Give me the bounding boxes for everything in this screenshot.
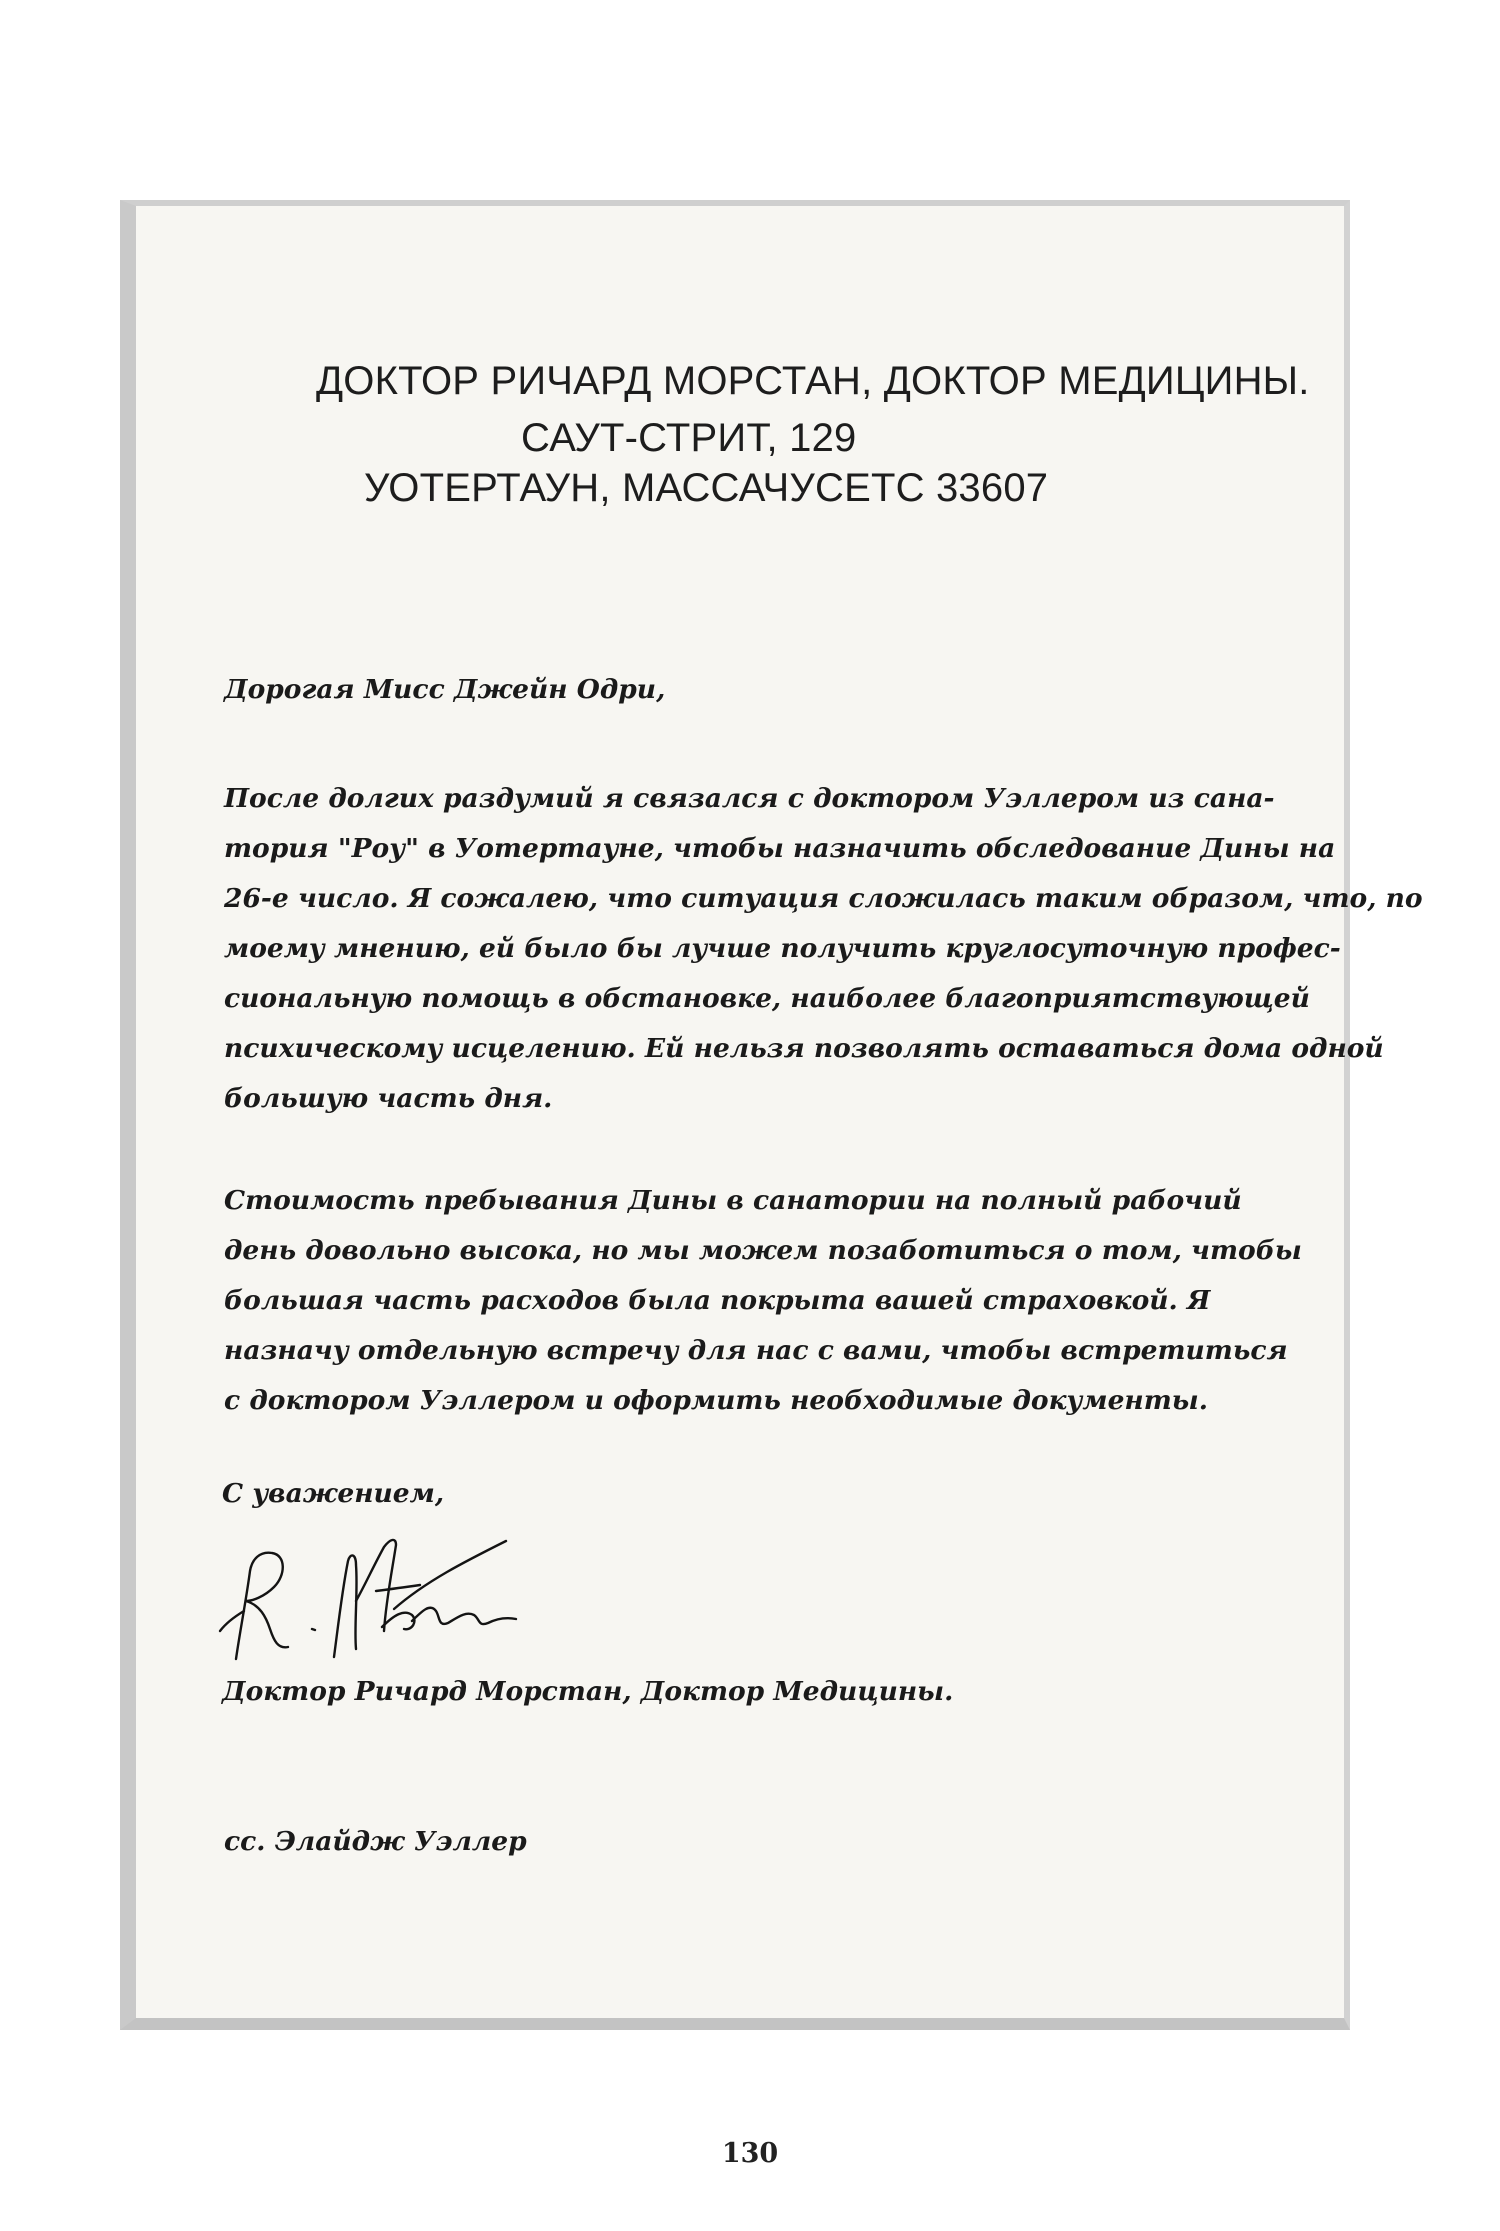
letterhead-city: УОТЕРТАУН, МАССАЧУСЕТС 33607 <box>364 466 1049 510</box>
paragraph-line: Стоимость пребывания Дины в санатории на полный рабочий <box>224 1185 1242 1216</box>
paragraph-2 <box>224 1176 1334 1426</box>
letterhead <box>136 206 1344 510</box>
closing: С уважением, <box>222 1478 445 1509</box>
paragraph-line: большую часть дня. <box>224 1083 553 1114</box>
letterhead-name: ДОКТОР РИЧАРД МОРСТАН, ДОКТОР МЕДИЦИНЫ. <box>316 359 1310 403</box>
salutation: Дорогая Мисс Джейн Одри, <box>224 674 666 705</box>
paragraph-line: назначу отдельную встречу для нас с вами, чтобы встретиться <box>224 1335 1288 1366</box>
paragraph-line: с доктором Уэллером и оформить необходимые документы. <box>224 1385 1208 1416</box>
paragraph-line: моему мнению, ей было бы лучше получить круглосуточную профес- <box>224 933 1341 964</box>
letter-page <box>120 200 1423 2030</box>
page-number: 130 <box>721 2138 779 2169</box>
letterhead-street: САУТ-СТРИТ, 129 <box>521 416 857 460</box>
carbon-copy: сс. Элайдж Уэллер <box>224 1826 527 1857</box>
paragraph-line: сиональную помощь в обстановке, наиболее благоприятствующей <box>224 983 1310 1014</box>
signature-name: Доктор Ричард Морстан, Доктор Медицины. <box>222 1676 954 1707</box>
paragraph-1 <box>224 774 1423 1124</box>
paragraph-line: большая часть расходов была покрыта вашей страховкой. Я <box>224 1285 1211 1316</box>
paragraph-line: день довольно высока, но мы можем позаботиться о том, чтобы <box>224 1235 1302 1266</box>
paragraph-line: психическому исцелению. Ей нельзя позволять оставаться дома одной <box>224 1033 1384 1064</box>
paragraph-line: тория "Роу" в Уотертауне, чтобы назначить обследование Дины на <box>224 833 1336 864</box>
paragraph-line: После долгих раздумий я связался с доктором Уэллером из сана- <box>224 783 1275 814</box>
handwritten-signature <box>216 1531 546 1671</box>
paragraph-line: 26-е число. Я сожалею, что ситуация сложилась таким образом, что, по <box>224 883 1423 914</box>
